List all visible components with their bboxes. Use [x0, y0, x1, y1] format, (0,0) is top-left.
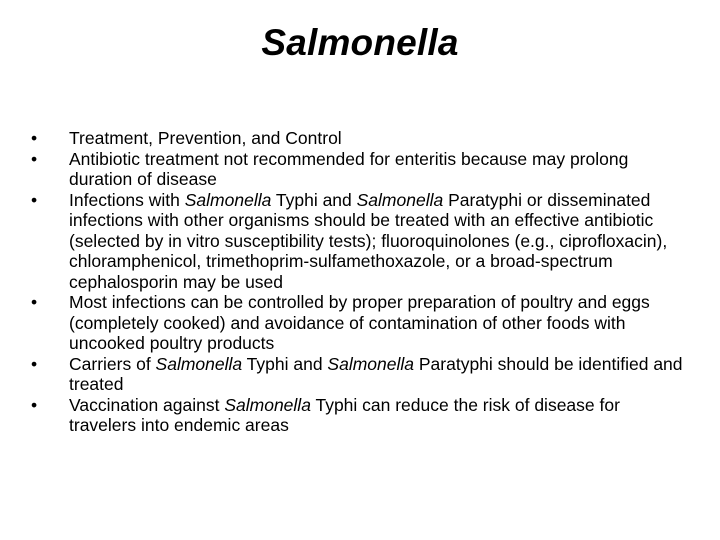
- bullet-item: [0, 395, 689, 436]
- bullet-text: Typhi and: [242, 353, 328, 374]
- slide-title: Salmonella: [261, 22, 459, 63]
- bullet-text: Vaccination against: [69, 394, 225, 415]
- bullet-text: Typhi can reduce the risk of disease for travelers into endemic areas: [69, 394, 620, 435]
- bullet-marker: •: [31, 189, 38, 210]
- italic-term: Salmonella: [184, 189, 272, 210]
- bullet-text: Infections with: [69, 189, 185, 210]
- italic-term: Salmonella: [155, 353, 243, 374]
- bullet-text: Treatment, Prevention, and Control: [69, 128, 342, 148]
- bullet-item: [0, 354, 689, 395]
- bullet-marker: •: [31, 292, 38, 312]
- bullet-text: Typhi and: [271, 189, 357, 210]
- bullet-item: [0, 292, 689, 354]
- bullet-text: Paratyphi or disseminated infections with other organisms should be treated with an effective antibiotic (selected by in vitro susceptibility tests); fluoroquinolones (e.g., ciprofloxacin), chloramphenicol, trimethoprim-sulfamethoxazole, or a broad-spectrum cephalosporin may be used: [69, 189, 668, 292]
- bullet-text: Paratyphi should be identified and treated: [69, 353, 683, 394]
- bullet-text: Most infections can be controlled by proper preparation of poultry and eggs (completely cooked) and avoidance of contamination of other foods with uncooked poultry products: [69, 292, 650, 353]
- bullet-list: [0, 128, 689, 436]
- bullet-text: Antibiotic treatment not recommended for enteritis because may prolong duration of disease: [69, 148, 629, 189]
- bullet-text: Carriers of: [69, 353, 156, 374]
- italic-term: Salmonella: [327, 353, 414, 374]
- italic-term: Salmonella: [356, 189, 444, 210]
- bullet-marker: •: [31, 353, 38, 374]
- italic-term: Salmonella: [224, 394, 311, 415]
- bullet-item: [0, 190, 689, 293]
- bullet-item: [0, 149, 689, 190]
- bullet-marker: •: [31, 394, 38, 415]
- bullet-marker: •: [31, 148, 38, 169]
- bullet-marker: •: [31, 128, 38, 148]
- bullet-item: [0, 128, 689, 149]
